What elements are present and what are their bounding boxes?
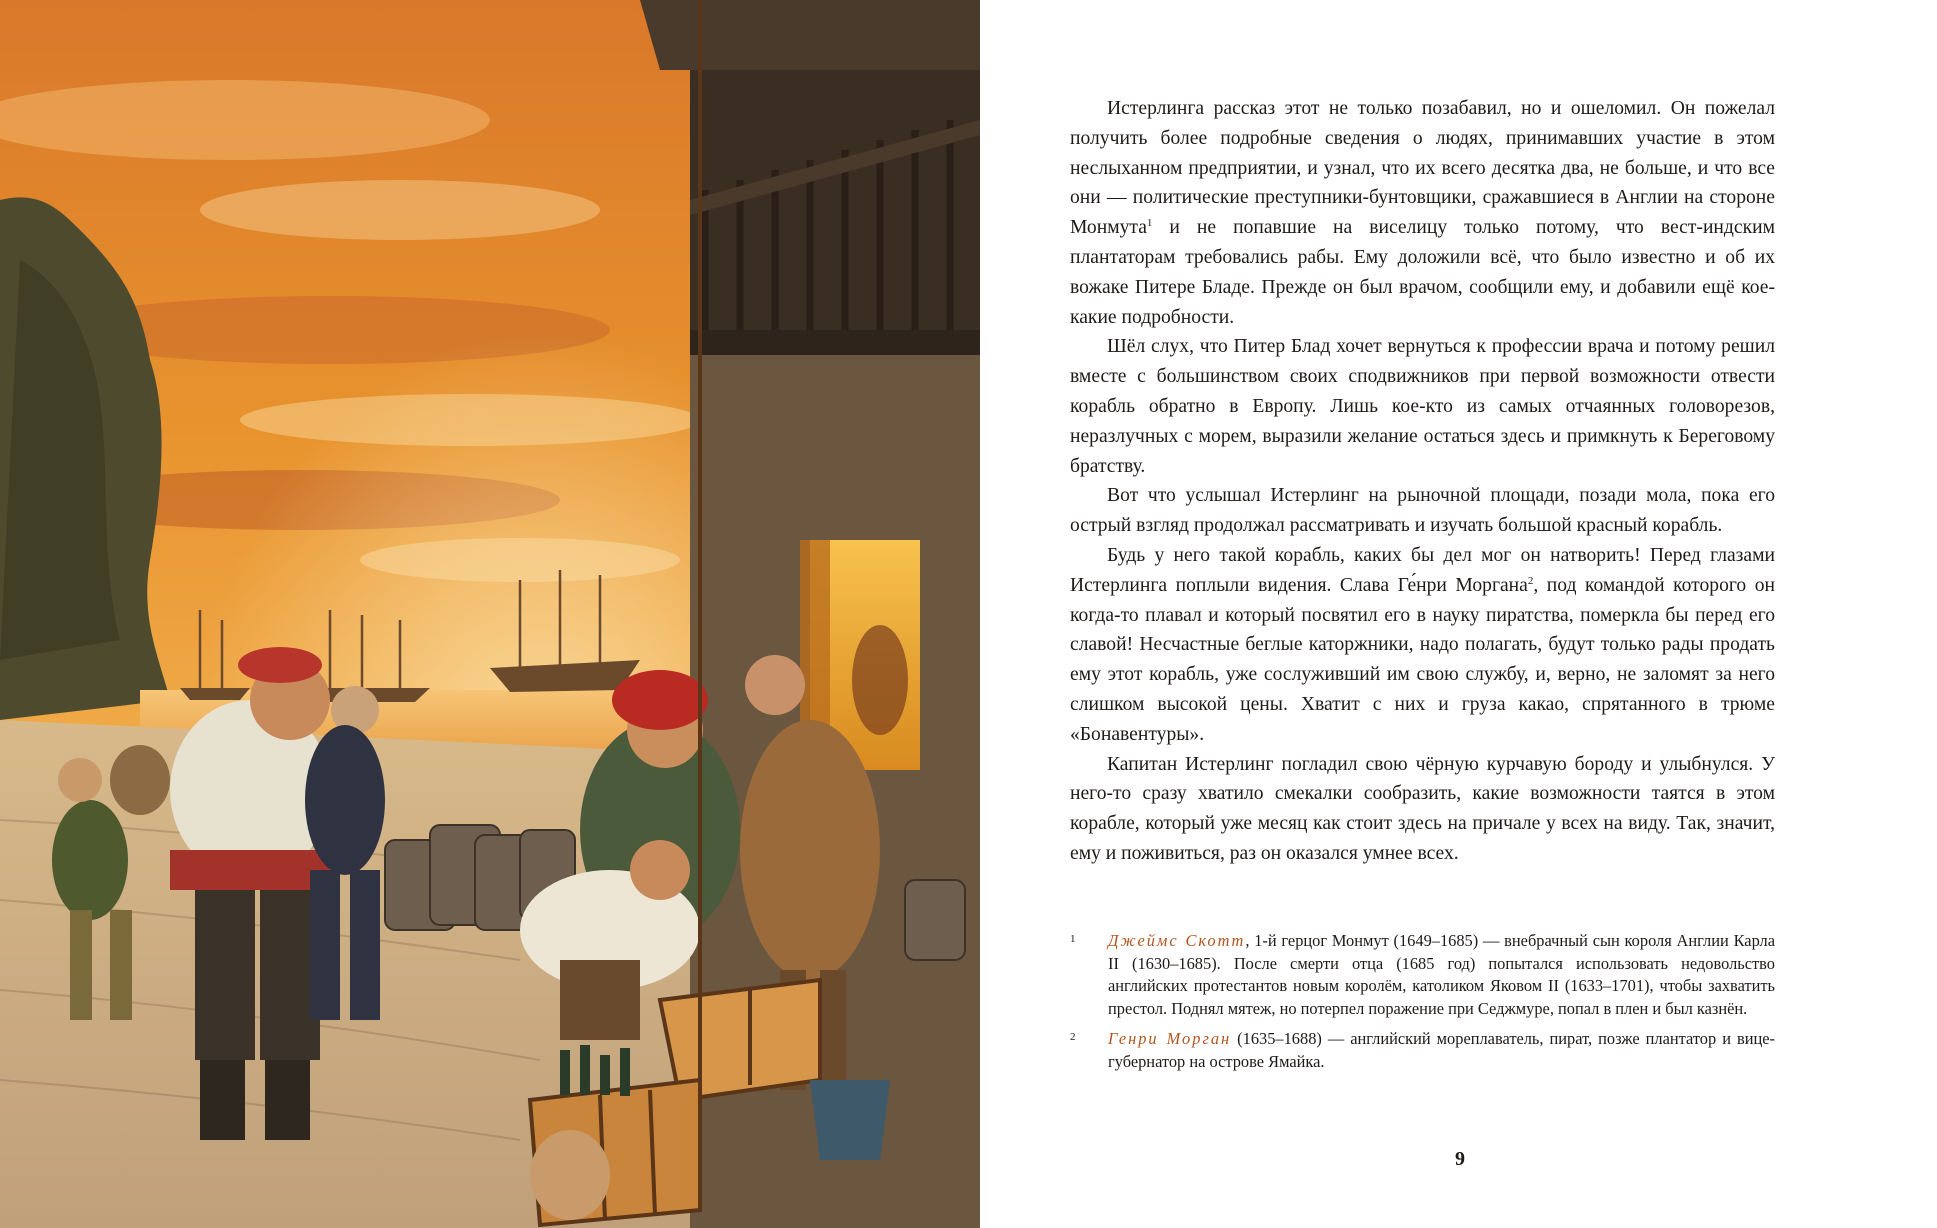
footnote-1 bbox=[1070, 930, 1775, 1020]
page-number: 9 bbox=[1455, 1148, 1465, 1170]
text-page bbox=[980, 0, 1937, 1228]
paragraph-1: Истерлинга рассказ этот не только позабавил, но и ошеломил. Он пожелал получить более подробные сведения о людях, принимавших участие в этом неслыханном предприятии, и узнал, что их всего десятка два, не больше, и что все они — политические преступники-бунтовщики, сражавшиеся в Англии на стороне Монмута$^1$ и не попавшие на виселицу только потому, что вест-индским плантаторам требовались рабы. Ему доложили всё, что было известно и об их вожаке Питере Бладе. Прежде он был врачом, сообщили ему, и добавили ещё кое-какие подробности. bbox=[1070, 98, 1775, 328]
footnote-ref-1[interactable]: 1 bbox=[1146, 217, 1153, 230]
bucket bbox=[810, 1080, 890, 1160]
footnote-mark: 1 bbox=[1070, 933, 1076, 945]
paragraph-4: Будь у него такой корабль, каких бы дел мог он натворить! Перед глазами Истерлинга поплыли видения. Слава Ге́нри Моргана$^2$, под командой которого он когда-то плавал и который посвятил его в науку пиратства, померкла бы перед его славой! Несчастные беглые каторжники, надо полагать, будут только рады продать ему этот корабль, уже сослуживший им свою службу, и, верно, не заломят за него слишком высокой цены. Хватит с них и груза какао, спрятанного в трюме «Бонавентуры». bbox=[1070, 544, 1775, 745]
paragraph-5: Капитан Истерлинг погладил свою чёрную курчавую бороду и улыбнулся. У него-то сразу хватило смекалки сообразить, какие возможности таятся в этом корабле, который уже месяц как стоит здесь на причале у всех на виду. Так, значит, ему и поживиться, раз он оказался умнее всех. bbox=[1070, 753, 1775, 864]
paragraph-3: Вот что услышал Истерлинг на рыночной площади, позади мола, пока его острый взгляд продолжал рассматривать и изучать большой красный корабль. bbox=[1070, 485, 1775, 537]
footnote-name: Джеймс Скотт bbox=[1108, 931, 1246, 950]
clay-jug bbox=[530, 1130, 610, 1220]
footnote-mark: 2 bbox=[1070, 1031, 1076, 1044]
footnote-text: , 1-й герцог Монмут (1649–1685) — внебрачный сын короля Англии Карла II (1630–1685). После смерти отца (1685 год) попытался использовать недовольство английских протестантов новым королём, католиком Яковом II (1633–1701), чтобы захватить престол. Поднял мятеж, но потерпел поражение при Седжмуре, попал в плен и был казнён. bbox=[1108, 931, 1775, 1018]
body-text bbox=[1070, 94, 1775, 869]
footnote-text: (1635–1688) — английский мореплаватель, пират, позже плантатор и вице-губернатор на острове Ямайка. bbox=[1108, 1029, 1775, 1071]
figure-in-window bbox=[852, 625, 908, 735]
paragraph-2: Шёл слух, что Питер Блад хочет вернуться к профессии врача и потому решил вместе с большинством своих сподвижников при первой возможности отвести корабль обратно в Европу. Лишь кое-кто из самых отчаянных головорезов, неразлучных с морем, выразили желание остаться здесь и примкнуть к Береговому братству. bbox=[1070, 336, 1775, 477]
footnotes bbox=[1070, 930, 1775, 1082]
footnote-2 bbox=[1070, 1028, 1775, 1073]
footnote-ref-2[interactable]: 2 bbox=[1527, 574, 1534, 587]
footnote-name: Генри Морган bbox=[1108, 1029, 1232, 1049]
